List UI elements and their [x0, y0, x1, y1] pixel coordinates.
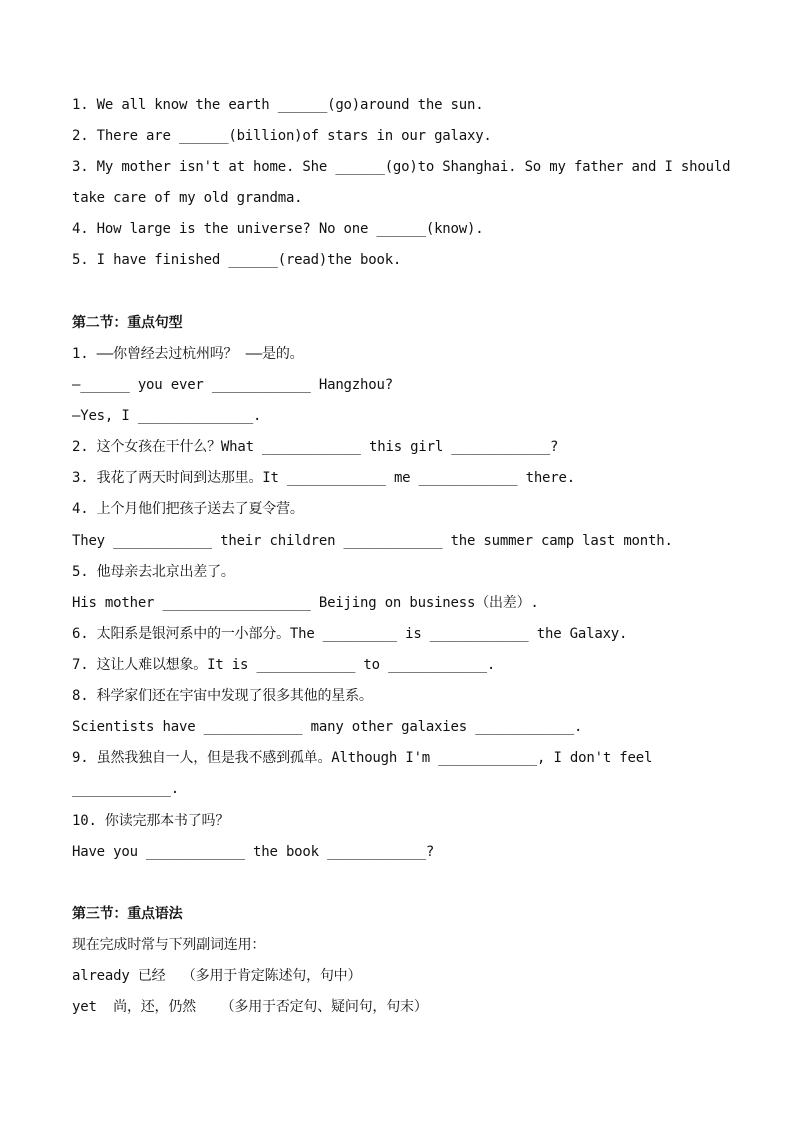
exercise-line: 2. 这个女孩在干什么？What ____________ this girl ____________?: [72, 439, 559, 455]
exercise-line: 1. ——你曾经去过杭州吗？ ——是的。: [72, 346, 304, 362]
exercise-line: ____________.: [72, 781, 179, 797]
exercise-line: 4. 上个月他们把孩子送去了夏令营。: [72, 501, 304, 517]
exercise-line: Have you ____________ the book ____________?: [72, 844, 435, 860]
exercise-line: 3. 我花了两天时间到达那里。It ____________ me ____________ there.: [72, 470, 575, 486]
exercise-line: 4. How large is the universe? No one ______(know).: [72, 221, 484, 237]
exercise-line: His mother __________________ Beijing on business（出差）.: [72, 595, 539, 611]
section-heading: 第二节：重点句型: [72, 315, 183, 331]
exercise-line: Scientists have ____________ many other galaxies ____________.: [72, 719, 583, 735]
grammar-line: already 已经 （多用于肯定陈述句，句中）: [72, 968, 362, 984]
exercise-line: 10. 你读完那本书了吗？: [72, 813, 230, 829]
section-heading: 第三节：重点语法: [72, 906, 183, 922]
exercise-line: 5. 他母亲去北京出差了。: [72, 564, 235, 580]
exercise-line: They ____________ their children ____________ the summer camp last month.: [72, 533, 673, 549]
exercise-line: 8. 科学家们还在宇宙中发现了很多其他的星系。: [72, 688, 373, 704]
exercise-line: —Yes, I ______________.: [72, 408, 262, 424]
exercise-line: —______ you ever ____________ Hangzhou?: [72, 377, 393, 393]
exercise-line: 5. I have finished ______(read)the book.: [72, 252, 402, 268]
exercise-line: 6. 太阳系是银河系中的一小部分。The _________ is ____________ the Galaxy.: [72, 626, 628, 642]
exercise-line: 9. 虽然我独自一人，但是我不感到孤单。Although I'm ____________, I don't feel: [72, 750, 653, 766]
exercise-line: 2. There are ______(billion)of stars in our galaxy.: [72, 128, 492, 144]
grammar-line: 现在完成时常与下列副词连用：: [72, 937, 266, 953]
exercise-line: take care of my old grandma.: [72, 190, 303, 206]
exercise-line: 7. 这让人难以想象。It is ____________ to ____________.: [72, 657, 496, 673]
grammar-line: yet 尚，还，仍然 （多用于否定句、疑问句，句末）: [72, 999, 428, 1015]
exercise-line: 3. My mother isn't at home. She ______(go)to Shanghai. So my father and I should: [72, 159, 731, 175]
exercise-line: 1. We all know the earth ______(go)around the sun.: [72, 97, 484, 113]
